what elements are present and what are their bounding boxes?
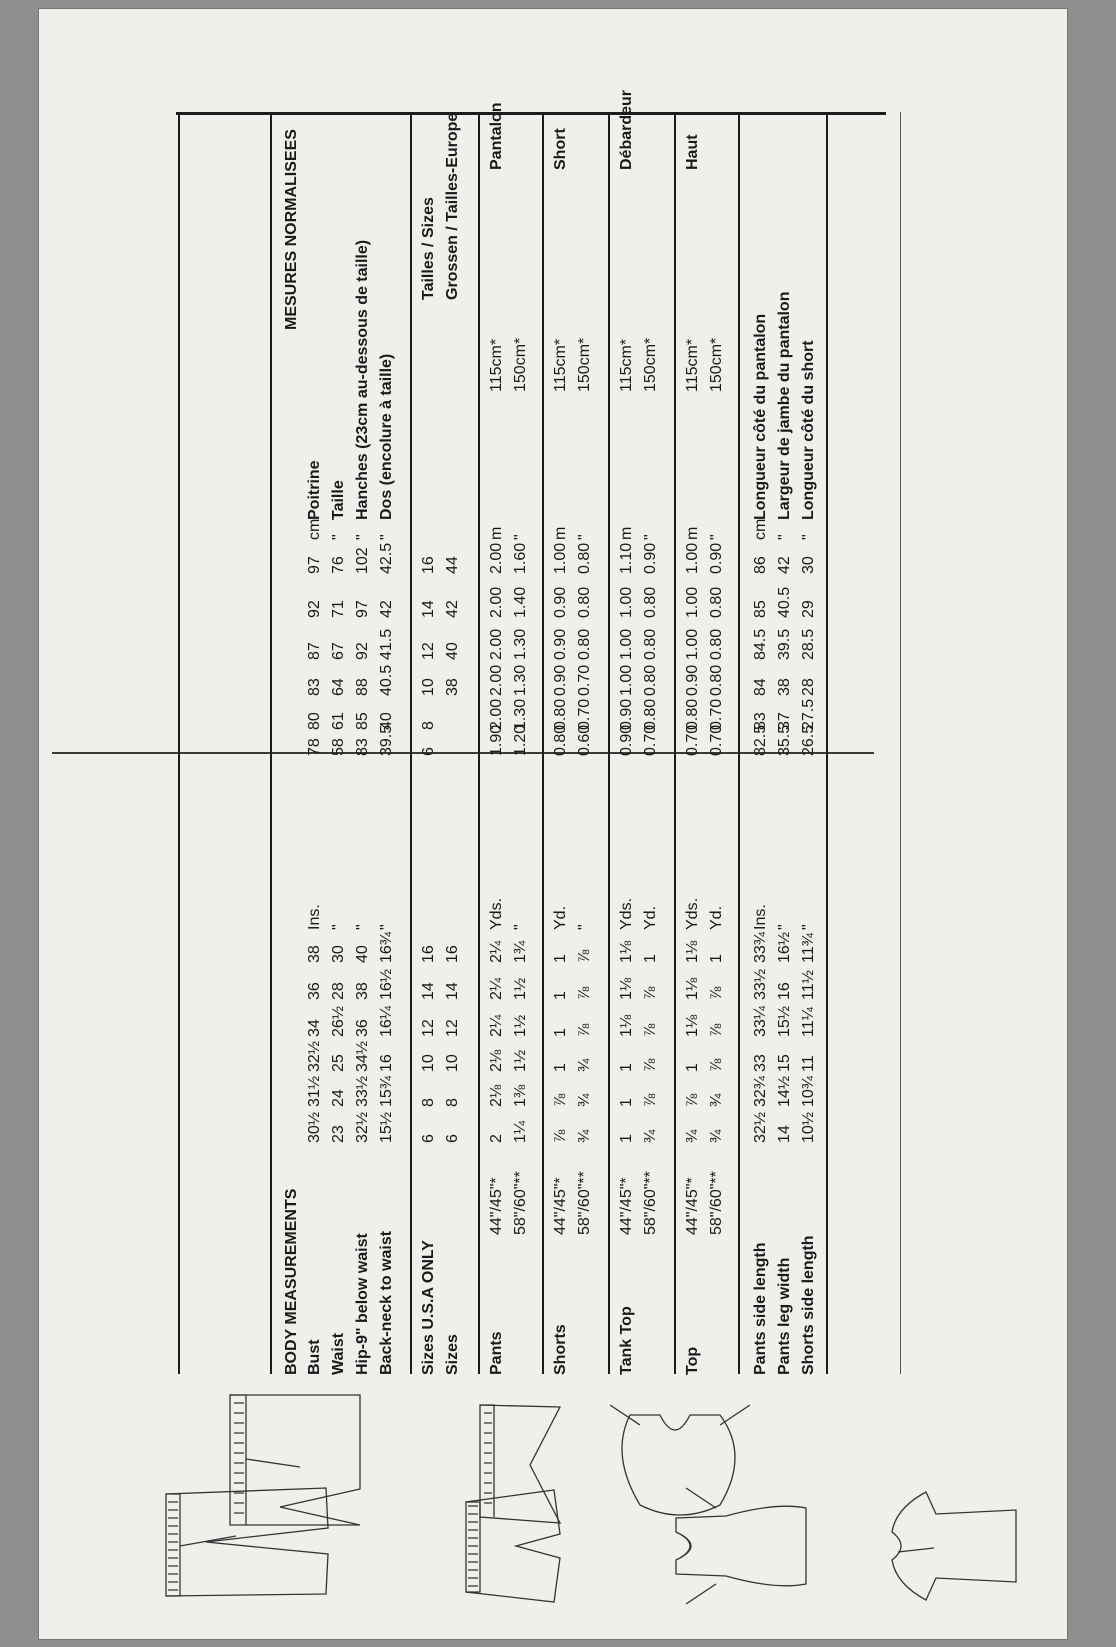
fr-value-meas1-1: 61 [330, 712, 347, 730]
en-yard-2-0-2: 1 [618, 1063, 635, 1072]
en-value-fin1-4: 16 [776, 982, 793, 1000]
en-yard-3-1-4: ⅞ [708, 986, 725, 1000]
en-value-meas3-4: 16½ [378, 968, 395, 1000]
fr-value-fin0-5: 86 [752, 556, 769, 574]
en-value-meas3-5: 16¾ [378, 931, 395, 963]
en-yard-1-1-2: ¾ [576, 1058, 593, 1072]
en-value-meas3-3: 16¼ [378, 1005, 395, 1037]
fr-value-fin0-3: 84.5 [752, 628, 769, 660]
fr-size-usa-2: 10 [420, 678, 437, 696]
fr-yard-3-0-0: 0.70 [684, 724, 701, 756]
fr-yard-label-2: Débardeur [618, 89, 635, 170]
en-yard-3-1-2: ⅞ [708, 1058, 725, 1072]
en-yard-3-0-2: 1 [684, 1063, 701, 1072]
fr-yard-0-0-1: 2.00 [488, 698, 505, 730]
fr-yard-1-0-4: 0.90 [552, 586, 569, 618]
en-yard-unit-2-0: Yds. [618, 897, 635, 930]
en-yard-1-0-5: 1 [552, 954, 569, 963]
en-value-meas2-3: 36 [354, 1019, 371, 1037]
fr-label-meas0: Poitrine [306, 460, 323, 520]
fr-yard-width-1-1: 150cm* [576, 337, 593, 392]
fr-unit-fin0: cm [752, 518, 769, 540]
fr-yard-1-1-3: 0.80 [576, 628, 593, 660]
en-yard-width-1-0: 44"/45"* [552, 1177, 569, 1235]
en-yard-2-1-0: ¾ [642, 1129, 659, 1143]
en-value-meas0-0: 30½ [306, 1111, 323, 1143]
en-yard-0-0-0: 2 [488, 1134, 505, 1143]
fr-yard-3-1-0: 0.70 [708, 724, 725, 756]
en-unit-meas3: " [378, 924, 395, 930]
en-yard-1-1-4: ⅞ [576, 986, 593, 1000]
en-yard-0-0-2: 2⅛ [488, 1049, 505, 1072]
fr-yard-3-0-2: 0.90 [684, 664, 701, 696]
en-value-meas2-5: 40 [354, 945, 371, 963]
en-yard-1-1-0: ¾ [576, 1129, 593, 1143]
en-value-meas0-1: 31½ [306, 1075, 323, 1107]
fr-value-meas1-5: 76 [330, 556, 347, 574]
en-yard-label-0: Pants [488, 1331, 505, 1375]
fr-yard-2-0-5: 1.10 [618, 542, 635, 574]
en-label-fin1: Pants leg width [776, 1257, 793, 1375]
french-section [170, 188, 300, 1478]
en-yard-3-0-5: 1⅛ [684, 940, 701, 963]
fr-yard-label-0: Pantalon [488, 102, 505, 170]
en-yard-label-3: Top [684, 1346, 701, 1375]
en-yard-width-3-1: 58"/60"** [708, 1171, 725, 1235]
fr-label-meas2: Hanches (23cm au-dessous de taille) [354, 239, 371, 520]
en-yard-2-0-3: 1⅛ [618, 1014, 635, 1037]
fr-value-meas2-5: 102 [354, 547, 371, 574]
en-unit-meas1: " [330, 924, 347, 930]
fr-unit-meas0: cm [306, 518, 323, 540]
en-yard-2-0-0: 1 [618, 1134, 635, 1143]
fr-yard-2-0-0: 0.90 [618, 724, 635, 756]
fr-size-4: 42 [444, 600, 461, 618]
en-sizes-label: Sizes [444, 1334, 461, 1375]
en-yard-0-1-4: 1½ [512, 977, 529, 1000]
fr-size-3: 40 [444, 642, 461, 660]
fr-size-usa-1: 8 [420, 721, 437, 730]
fr-value-fin0-2: 84 [752, 678, 769, 696]
en-unit-fin0: Ins. [752, 904, 769, 930]
en-unit-meas2: " [354, 924, 371, 930]
en-value-meas1-3: 26½ [330, 1005, 347, 1037]
en-size-usa-4: 14 [420, 982, 437, 1000]
en-yard-width-2-1: 58"/60"** [642, 1171, 659, 1235]
en-label-fin2: Shorts side length [800, 1235, 817, 1375]
en-unit-fin1: " [776, 924, 793, 930]
fr-yard-3-1-4: 0.80 [708, 586, 725, 618]
en-value-meas2-1: 33½ [354, 1075, 371, 1107]
pants-sketch-icon [230, 1395, 360, 1525]
en-size-4: 14 [444, 982, 461, 1000]
rule-5 [542, 112, 544, 1374]
fr-yard-3-1-5: 0.90 [708, 542, 725, 574]
fr-value-meas2-3: 92 [354, 642, 371, 660]
fr-value-fin1-1: 37 [776, 712, 793, 730]
en-value-meas3-1: 15¾ [378, 1075, 395, 1107]
rule-8 [738, 112, 740, 1374]
fr-value-meas1-4: 71 [330, 600, 347, 618]
en-yard-1-0-0: ⅞ [552, 1129, 569, 1143]
fr-yard-2-1-5: 0.90 [642, 542, 659, 574]
en-value-fin1-5: 16½ [776, 931, 793, 963]
en-yard-0-1-1: 1⅜ [512, 1084, 529, 1107]
fr-value-fin1-0: 35.5 [776, 724, 793, 756]
fr-yard-2-1-2: 0.80 [642, 664, 659, 696]
en-yard-3-1-3: ⅞ [708, 1023, 725, 1037]
fr-yard-1-0-1: 0.80 [552, 698, 569, 730]
fr-label-fin0: Longueur côté du pantalon [752, 313, 769, 520]
fr-value-meas0-1: 80 [306, 712, 323, 730]
fr-size-usa-0: 6 [420, 747, 437, 756]
en-value-meas1-4: 28 [330, 982, 347, 1000]
en-yard-unit-0-0: Yds. [488, 897, 505, 930]
fr-label-fin1: Largeur de jambe du pantalon [776, 291, 793, 520]
en-value-fin2-0: 10½ [800, 1111, 817, 1143]
en-size-3: 12 [444, 1019, 461, 1037]
fr-label-meas1: Taille [330, 480, 347, 520]
en-yard-unit-2-1: Yd. [642, 905, 659, 930]
garment-sketches-upright [60, 1385, 830, 1535]
fr-yard-width-0-0: 115cm* [488, 338, 505, 392]
fr-label-fin2: Longueur côté du short [800, 340, 817, 520]
en-yard-1-1-5: ⅞ [576, 949, 593, 963]
fr-value-meas2-4: 97 [354, 600, 371, 618]
en-yard-2-1-3: ⅞ [642, 1023, 659, 1037]
fr-value-meas2-0: 83 [354, 738, 371, 756]
fr-value-meas2-1: 85 [354, 712, 371, 730]
en-value-meas0-5: 38 [306, 945, 323, 963]
fr-yard-1-0-3: 0.90 [552, 628, 569, 660]
fr-value-meas3-3: 41.5 [378, 628, 395, 660]
fr-unit-meas3: " [378, 534, 395, 540]
fr-yard-unit-0-1: " [512, 534, 529, 540]
fr-size-5: 44 [444, 556, 461, 574]
fr-yard-0-1-3: 1.30 [512, 628, 529, 660]
en-value-meas1-2: 25 [330, 1054, 347, 1072]
fr-yard-0-1-5: 1.60 [512, 542, 529, 574]
en-yard-0-0-1: 2⅛ [488, 1084, 505, 1107]
fr-value-meas1-0: 58 [330, 738, 347, 756]
fr-value-meas3-1: 40 [378, 712, 395, 730]
en-value-meas1-5: 30 [330, 945, 347, 963]
en-yard-3-1-0: ¾ [708, 1129, 725, 1143]
fr-yard-1-1-5: 0.80 [576, 542, 593, 574]
en-label-fin0: Pants side length [752, 1242, 769, 1375]
fr-yard-0-0-5: 2.00 [488, 542, 505, 574]
en-label-meas0: Bust [306, 1339, 323, 1375]
fr-yard-3-0-4: 1.00 [684, 586, 701, 618]
fr-value-meas0-5: 97 [306, 556, 323, 574]
en-value-meas0-3: 34 [306, 1019, 323, 1037]
en-yard-1-1-1: ¾ [576, 1093, 593, 1107]
rule-9 [826, 112, 828, 1374]
fr-yard-unit-2-1: " [642, 534, 659, 540]
en-size-usa-1: 8 [420, 1098, 437, 1107]
top-sketch [892, 1492, 1016, 1600]
en-yard-label-2: Tank Top [618, 1306, 635, 1375]
en-yard-unit-1-1: " [576, 924, 593, 930]
fr-yard-2-1-0: 0.70 [642, 724, 659, 756]
fr-yard-0-1-2: 1.30 [512, 664, 529, 696]
fr-value-meas0-0: 78 [306, 738, 323, 756]
en-yard-2-0-5: 1⅛ [618, 940, 635, 963]
fr-value-fin2-2: 28 [800, 678, 817, 696]
fr-value-meas0-3: 87 [306, 642, 323, 660]
en-yard-3-1-5: 1 [708, 954, 725, 963]
fr-value-fin2-3: 28.5 [800, 628, 817, 660]
rule-3 [410, 112, 412, 1374]
en-value-fin0-0: 32½ [752, 1111, 769, 1143]
en-yard-0-1-3: 1½ [512, 1014, 529, 1037]
en-value-meas0-4: 36 [306, 982, 323, 1000]
fr-unit-fin1: " [776, 534, 793, 540]
en-size-usa-5: 16 [420, 945, 437, 963]
en-value-fin1-2: 15 [776, 1054, 793, 1072]
language-divider [52, 752, 874, 754]
fr-body-meas-header: MESURES NORMALISEES [283, 129, 300, 330]
en-label-meas1: Waist [330, 1332, 347, 1375]
en-size-5: 16 [444, 945, 461, 963]
en-label-meas2: Hip-9" below waist [354, 1233, 371, 1375]
fr-yard-2-1-3: 0.80 [642, 628, 659, 660]
fr-yard-2-0-3: 1.00 [618, 628, 635, 660]
en-value-fin0-5: 33¾ [752, 931, 769, 963]
en-yard-1-0-3: 1 [552, 1028, 569, 1037]
en-yard-2-1-5: 1 [642, 954, 659, 963]
fr-yard-0-1-1: 1.30 [512, 698, 529, 730]
en-value-fin0-4: 33½ [752, 968, 769, 1000]
fr-yard-0-1-0: 1.20 [512, 724, 529, 756]
fr-yard-2-0-1: 0.90 [618, 698, 635, 730]
en-value-meas3-0: 15½ [378, 1111, 395, 1143]
en-value-meas2-4: 38 [354, 982, 371, 1000]
fr-value-fin1-4: 40.5 [776, 586, 793, 618]
en-yard-width-2-0: 44"/45"* [618, 1177, 635, 1235]
en-value-meas1-0: 23 [330, 1125, 347, 1143]
fr-value-fin2-5: 30 [800, 556, 817, 574]
fr-value-meas0-2: 83 [306, 678, 323, 696]
fr-value-meas1-2: 64 [330, 678, 347, 696]
en-value-fin2-3: 11¼ [800, 1007, 817, 1037]
fr-value-fin1-2: 38 [776, 678, 793, 696]
fr-yard-width-2-0: 115cm* [618, 338, 635, 392]
fr-value-meas3-2: 40.5 [378, 664, 395, 696]
fr-yard-width-0-1: 150cm* [512, 337, 529, 392]
en-yard-width-0-0: 44"/45"* [488, 1177, 505, 1235]
en-value-meas0-2: 32½ [306, 1040, 323, 1072]
en-size-usa-0: 6 [420, 1134, 437, 1143]
fr-yard-0-0-2: 2.00 [488, 664, 505, 696]
en-yard-0-0-3: 2¼ [488, 1014, 505, 1037]
rule-4 [478, 112, 480, 1374]
en-yard-3-1-1: ¾ [708, 1093, 725, 1107]
fr-value-meas2-2: 88 [354, 678, 371, 696]
fr-size-usa-4: 14 [420, 600, 437, 618]
fr-yard-width-1-0: 115cm* [552, 338, 569, 392]
en-yard-2-1-2: ⅞ [642, 1058, 659, 1072]
fr-yard-0-1-4: 1.40 [512, 586, 529, 618]
fr-yard-unit-1-1: " [576, 534, 593, 540]
en-yard-unit-1-0: Yd. [552, 905, 569, 930]
sketch-svg [60, 1385, 830, 1535]
fr-yard-1-0-5: 1.00 [552, 542, 569, 574]
en-value-fin0-3: 33¼ [752, 1005, 769, 1037]
en-size-usa-2: 10 [420, 1054, 437, 1072]
fr-yard-width-3-0: 115cm* [684, 338, 701, 392]
fr-yard-1-1-0: 0.60 [576, 724, 593, 756]
en-yard-2-1-4: ⅞ [642, 986, 659, 1000]
fr-value-meas3-5: 42.5 [378, 542, 395, 574]
en-value-fin2-5: 11¾ [800, 933, 817, 963]
en-value-fin1-1: 14½ [776, 1075, 793, 1107]
fr-yard-2-0-4: 1.00 [618, 586, 635, 618]
en-yard-unit-0-1: " [512, 924, 529, 930]
fr-yard-label-3: Haut [684, 134, 701, 170]
top-rule [176, 112, 886, 115]
fr-value-fin0-1: 83 [752, 712, 769, 730]
fr-value-fin1-5: 42 [776, 556, 793, 574]
fr-yard-1-0-2: 0.90 [552, 664, 569, 696]
fr-yard-unit-3-0: m [684, 526, 701, 540]
en-value-fin1-3: 15½ [776, 1005, 793, 1037]
en-yard-0-0-5: 2¼ [488, 940, 505, 963]
en-yard-0-1-2: 1½ [512, 1049, 529, 1072]
en-yard-width-1-1: 58"/60"** [576, 1171, 593, 1235]
en-value-fin1-0: 14 [776, 1125, 793, 1143]
en-size-2: 10 [444, 1054, 461, 1072]
rule-10 [900, 112, 901, 1374]
en-value-fin0-1: 32¾ [752, 1075, 769, 1107]
fr-sizes-usa-label: Tailles / Sizes [420, 197, 437, 300]
en-label-meas3: Back-neck to waist [378, 1230, 395, 1375]
rule-7 [674, 112, 676, 1374]
fr-yard-unit-1-0: m [552, 526, 569, 540]
fr-yard-unit-0-0: m [488, 526, 505, 540]
fr-yard-0-0-4: 2.00 [488, 586, 505, 618]
fr-unit-meas2: " [354, 534, 371, 540]
en-yard-1-1-3: ⅞ [576, 1023, 593, 1037]
fr-yard-3-0-5: 1.00 [684, 542, 701, 574]
en-size-0: 6 [444, 1134, 461, 1143]
fr-yard-unit-2-0: m [618, 526, 635, 540]
en-yard-3-0-4: 1⅛ [684, 977, 701, 1000]
en-yard-0-0-4: 2¼ [488, 977, 505, 1000]
fr-value-fin0-4: 85 [752, 600, 769, 618]
en-value-meas2-0: 32½ [354, 1111, 371, 1143]
fr-yard-0-0-3: 2.00 [488, 628, 505, 660]
fr-yard-2-1-4: 0.80 [642, 586, 659, 618]
en-yard-2-1-1: ⅞ [642, 1093, 659, 1107]
en-yard-3-0-0: ¾ [684, 1129, 701, 1143]
en-value-fin0-2: 33 [752, 1054, 769, 1072]
fr-yard-1-1-2: 0.70 [576, 664, 593, 696]
en-yard-3-0-1: ⅞ [684, 1093, 701, 1107]
fr-size-usa-3: 12 [420, 642, 437, 660]
fr-yard-3-1-1: 0.70 [708, 698, 725, 730]
fr-yard-2-0-2: 1.00 [618, 664, 635, 696]
fr-unit-fin2: " [800, 534, 817, 540]
fr-yard-3-1-2: 0.80 [708, 664, 725, 696]
rule-1 [178, 112, 180, 1374]
en-value-meas3-2: 16 [378, 1054, 395, 1072]
en-size-1: 8 [444, 1098, 461, 1107]
en-yard-0-1-5: 1¾ [512, 940, 529, 963]
en-value-meas2-2: 34½ [354, 1040, 371, 1072]
en-yard-unit-3-1: Yd. [708, 905, 725, 930]
fr-value-fin2-4: 29 [800, 600, 817, 618]
rule-6 [608, 112, 610, 1374]
fr-unit-meas1: " [330, 534, 347, 540]
fr-yard-width-2-1: 150cm* [642, 337, 659, 392]
en-value-fin2-4: 11½ [800, 970, 817, 1000]
fr-yard-0-0-0: 1.90 [488, 724, 505, 756]
en-sizes-usa-label: Sizes U.S.A ONLY [420, 1240, 437, 1375]
fr-value-fin0-0: 82.5 [752, 724, 769, 756]
en-yard-unit-3-0: Yds. [684, 897, 701, 930]
en-yard-2-0-1: 1 [618, 1098, 635, 1107]
fr-yard-1-0-0: 0.80 [552, 724, 569, 756]
fr-sizes-label: Grossen / Tailles-Europe [444, 112, 461, 300]
fr-value-fin2-1: 27.5 [800, 698, 817, 730]
en-value-fin2-1: 10¾ [800, 1075, 817, 1107]
fr-size-2: 38 [444, 678, 461, 696]
fr-yard-1-1-1: 0.70 [576, 698, 593, 730]
en-unit-meas0: Ins. [306, 904, 323, 930]
fr-yard-3-1-3: 0.80 [708, 628, 725, 660]
fr-yard-label-1: Short [552, 128, 569, 170]
en-yard-width-3-0: 44"/45"* [684, 1177, 701, 1235]
fr-yard-3-0-1: 0.80 [684, 698, 701, 730]
en-size-usa-3: 12 [420, 1019, 437, 1037]
tank-top-sketch-icon [610, 1405, 750, 1515]
en-value-fin2-2: 11 [800, 1055, 817, 1072]
fr-yard-width-3-1: 150cm* [708, 337, 725, 392]
fr-value-fin1-3: 39.5 [776, 628, 793, 660]
fr-value-meas3-4: 42 [378, 600, 395, 618]
fr-value-fin2-0: 26.5 [800, 724, 817, 756]
en-yard-1-0-1: ⅞ [552, 1093, 569, 1107]
rule-2 [270, 112, 272, 1374]
en-value-meas1-1: 24 [330, 1089, 347, 1107]
fr-value-meas3-0: 39.5 [378, 724, 395, 756]
en-yard-0-1-0: 1¼ [512, 1120, 529, 1143]
en-body-meas-header: BODY MEASUREMENTS [283, 1188, 300, 1375]
shorts-sketch-icon [480, 1405, 560, 1523]
fr-yard-1-1-4: 0.80 [576, 586, 593, 618]
en-yard-3-0-3: 1⅛ [684, 1014, 701, 1037]
fr-yard-3-0-3: 1.00 [684, 628, 701, 660]
en-yard-1-0-4: 1 [552, 991, 569, 1000]
en-yard-1-0-2: 1 [552, 1063, 569, 1072]
fr-size-usa-5: 16 [420, 556, 437, 574]
fr-value-meas0-4: 92 [306, 600, 323, 618]
fr-yard-2-1-1: 0.80 [642, 698, 659, 730]
en-yard-width-0-1: 58"/60"** [512, 1171, 529, 1235]
fr-yard-unit-3-1: " [708, 534, 725, 540]
en-yard-2-0-4: 1⅛ [618, 977, 635, 1000]
en-unit-fin2: " [800, 924, 817, 930]
fr-label-meas3: Dos (encolure à taille) [378, 353, 395, 520]
en-yard-label-1: Shorts [552, 1324, 569, 1375]
fr-value-meas1-3: 67 [330, 642, 347, 660]
